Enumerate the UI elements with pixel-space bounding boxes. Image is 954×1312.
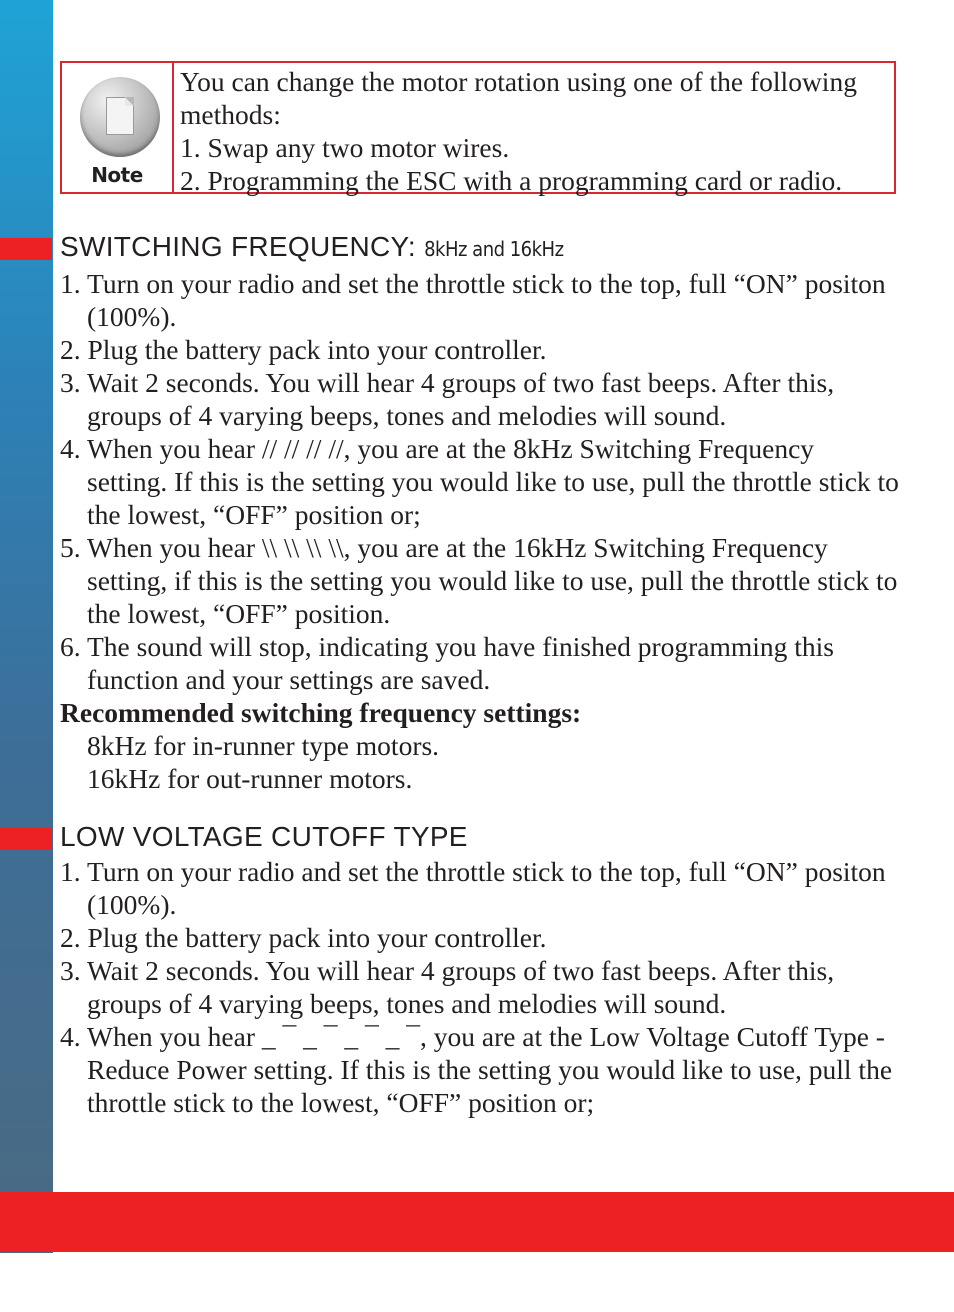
heading-subtitle: 8kHz and 16kHz xyxy=(424,237,564,261)
list-item: 2. Plug the battery pack into your controller. xyxy=(60,334,547,365)
recommended-item: 16kHz for out-runner motors. xyxy=(87,763,413,794)
note-line: 1. Swap any two motor wires. xyxy=(180,132,510,163)
list-item: 3. Wait 2 seconds. You will hear 4 groups of two fast beeps. After this, groups of 4 varying beeps, tones and melodies will sound. xyxy=(60,367,835,431)
list-item: 1. Turn on your radio and set the throttle stick to the top, full “ON” positon (100%). xyxy=(60,856,886,920)
note-text xyxy=(174,63,894,196)
list-item: 2. Plug the battery pack into your controller. xyxy=(60,922,547,953)
switching-frequency-section xyxy=(60,229,900,795)
recommended-title: Recommended switching frequency settings: xyxy=(60,697,582,728)
left-color-bar xyxy=(0,0,53,1253)
section-marker-lvc xyxy=(0,828,52,850)
heading-title: SWITCHING FREQUENCY: xyxy=(60,231,417,262)
list-item: 6. The sound will stop, indicating you have finished programming this function and your settings are saved. xyxy=(60,631,834,695)
note-line: 2. Programming the ESC with a programming card or radio. xyxy=(180,165,843,196)
low-voltage-cutoff-section xyxy=(60,819,900,1119)
lvc-steps-list xyxy=(60,855,900,1119)
list-item: 4. When you hear // // // //, you are at the 8kHz Switching Frequency setting. If this is the setting you would like to use, pull the throttle stick to the lowest, “OFF” position or; xyxy=(60,433,899,530)
list-item: 3. Wait 2 seconds. You will hear 4 groups of two fast beeps. After this, groups of 4 varying beeps, tones and melodies will sound. xyxy=(60,955,835,1019)
list-item: 1. Turn on your radio and set the throttle stick to the top, full “ON” positon (100%). xyxy=(60,268,886,332)
footer-bar xyxy=(0,1192,954,1252)
switching-frequency-heading xyxy=(60,229,900,267)
lvc-heading: LOW VOLTAGE CUTOFF TYPE xyxy=(60,821,468,852)
note-line: methods: xyxy=(180,99,281,130)
note-label: Note xyxy=(91,163,143,187)
document-icon xyxy=(106,97,134,135)
list-item: 4. When you hear _ ¯ _ ¯ _ ¯ _ ¯, you are at the Low Voltage Cutoff Type - Reduce Power setting. If this is the setting you would like to use, pull the throttle stick to the lowest, “OFF” position or; xyxy=(60,1021,893,1118)
note-icon-cell xyxy=(62,63,174,192)
note-line: You can change the motor rotation using one of the following xyxy=(180,66,857,97)
switching-steps-list xyxy=(60,267,900,696)
section-marker-switching xyxy=(0,238,52,260)
recommended-item: 8kHz for in-runner type motors. xyxy=(87,730,440,761)
list-item: 5. When you hear \\ \\ \\ \\, you are at the 16kHz Switching Frequency setting, if this is the setting you would like to use, pull the throttle stick to the lowest, “OFF” position. xyxy=(60,532,898,629)
note-box xyxy=(60,61,896,194)
note-icon xyxy=(80,77,160,157)
